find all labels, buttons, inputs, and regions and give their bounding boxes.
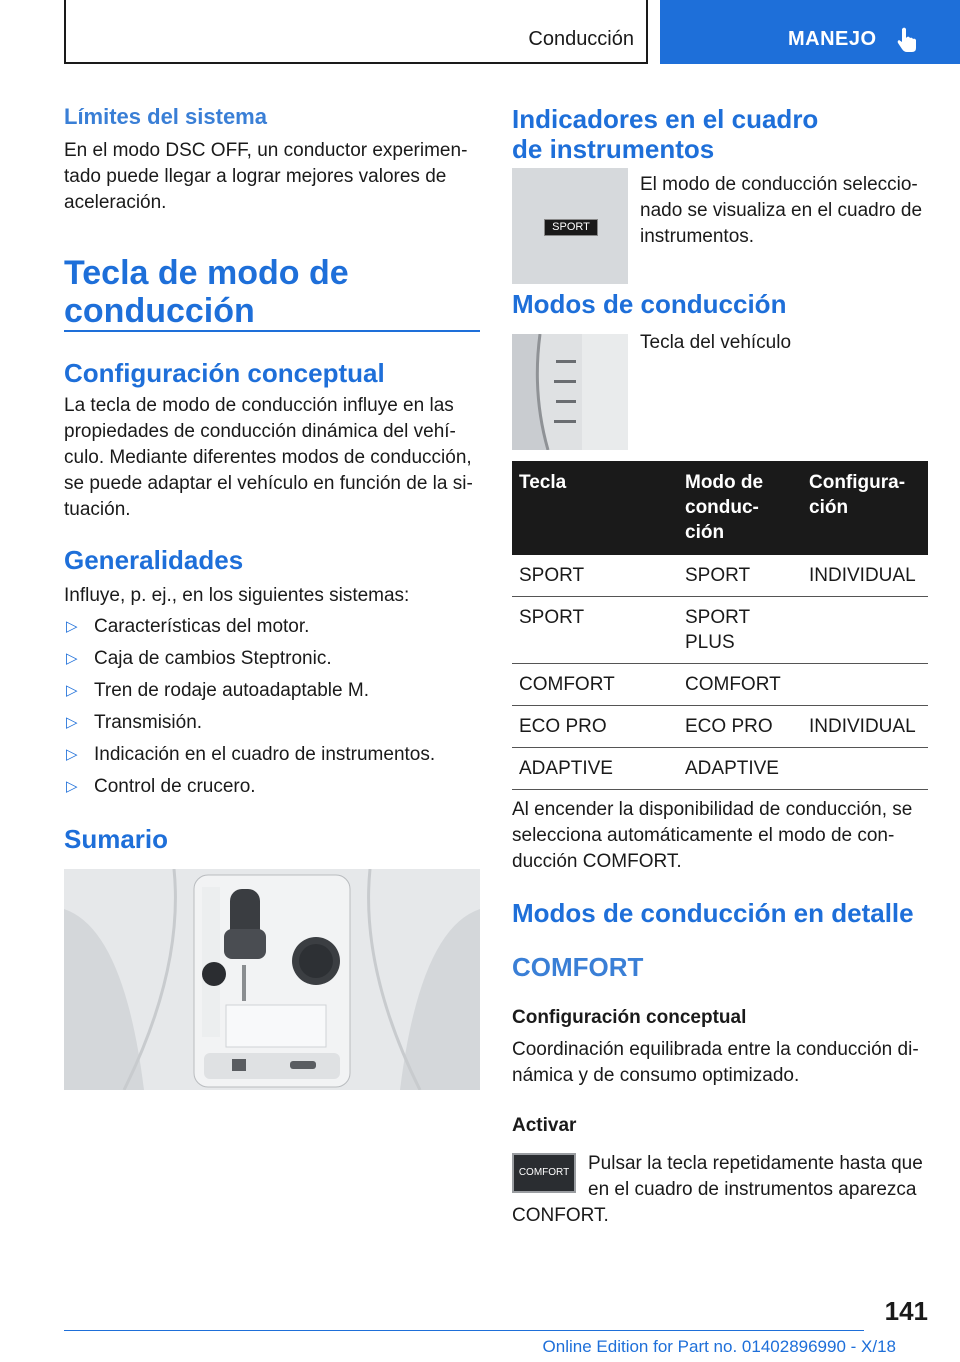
detail-title: Modos de conducción en detalle <box>512 898 914 928</box>
systems-list <box>64 614 484 806</box>
table-row: ECO PRO ECO PRO INDIVIDUAL <box>512 706 928 748</box>
main-title: Tecla de modo de conducción <box>64 254 349 330</box>
list-item: ▷ Control de crucero. <box>66 776 256 797</box>
vehicle-key-image <box>512 334 628 450</box>
hand-pointer-icon <box>896 26 922 52</box>
footer-edition: Online Edition for Part no. 01402896990 - X/18 <box>542 1337 896 1356</box>
summary-title: Sumario <box>64 824 169 854</box>
concept-text: La tecla de modo de conducción influye en las propiedades de conducción dinámica del vehí- culo. Mediante diferentes modos de conducción, se puede adaptar el vehículo en función de la si- tuación. <box>64 395 473 520</box>
concept-title: Configuración conceptual <box>64 358 385 388</box>
activate-title: Activar <box>512 1115 577 1136</box>
vehicle-key-text: Tecla del vehículo <box>640 332 792 353</box>
indicators-text: El modo de conducción seleccio- nado se visualiza en el cuadro de instrumentos. <box>640 174 923 247</box>
table-row: ADAPTIVE ADAPTIVE <box>512 748 928 790</box>
console-overview-image <box>64 869 480 1090</box>
modes-title: Modos de conducción <box>512 289 787 319</box>
header-chapter-tab[interactable] <box>660 0 960 64</box>
list-item: ▷ Características del motor. <box>66 616 310 637</box>
page-number: 141 <box>884 1296 928 1326</box>
table-header-row <box>512 461 928 555</box>
after-table-text: Al encender la disponibilidad de conducción, se selecciona automáticamente el modo de con- ducción COMFORT. <box>512 799 913 872</box>
title-divider <box>64 330 480 332</box>
general-intro: Influye, p. ej., en los siguientes sistemas: <box>64 585 410 606</box>
limits-text: En el modo DSC OFF, un conductor experimen- tado puede llegar a lograr mejores valores de aceleración. <box>64 140 468 213</box>
header-chapter-title: MANEJO <box>788 28 877 50</box>
header-config: Configura- ción <box>802 461 928 555</box>
header-section-title: Conducción <box>528 28 634 50</box>
indicators-title: Indicadores en el cuadro de instrumentos <box>512 104 819 164</box>
comfort-button-image: COMFORT <box>512 1153 576 1193</box>
list-item: ▷ Indicación en el cuadro de instrumentos. <box>66 744 436 765</box>
header-key: Tecla <box>512 461 678 555</box>
header-section-box <box>64 0 648 64</box>
table-row: COMFORT COMFORT <box>512 664 928 706</box>
cluster-sport-image <box>512 168 628 284</box>
comfort-title: COMFORT <box>512 952 644 982</box>
list-item: ▷ Transmisión. <box>66 712 203 733</box>
limits-title: Límites del sistema <box>64 104 267 129</box>
comfort-concept-title: Configuración conceptual <box>512 1007 747 1028</box>
activate-text-end: CONFORT. <box>512 1205 609 1226</box>
activate-text-wrap: Pulsar la tecla repetidamente hasta que en el cuadro de instrumentos aparezca <box>588 1153 923 1200</box>
list-item: ▷ Caja de cambios Steptronic. <box>66 648 332 669</box>
sport-indicator: SPORT <box>544 219 598 236</box>
comfort-concept-text: Coordinación equilibrada entre la conducción di- námica y de consumo optimizado. <box>512 1039 919 1086</box>
header-mode: Modo de conduc- ción <box>678 461 802 555</box>
list-item: ▷ Tren de rodaje autoadaptable M. <box>66 680 369 701</box>
general-title: Generalidades <box>64 545 244 575</box>
footer-divider <box>64 1330 864 1331</box>
table-row: SPORT SPORT PLUS <box>512 597 928 664</box>
driving-modes-table <box>512 461 928 790</box>
table-row: SPORT SPORT INDIVIDUAL <box>512 555 928 597</box>
